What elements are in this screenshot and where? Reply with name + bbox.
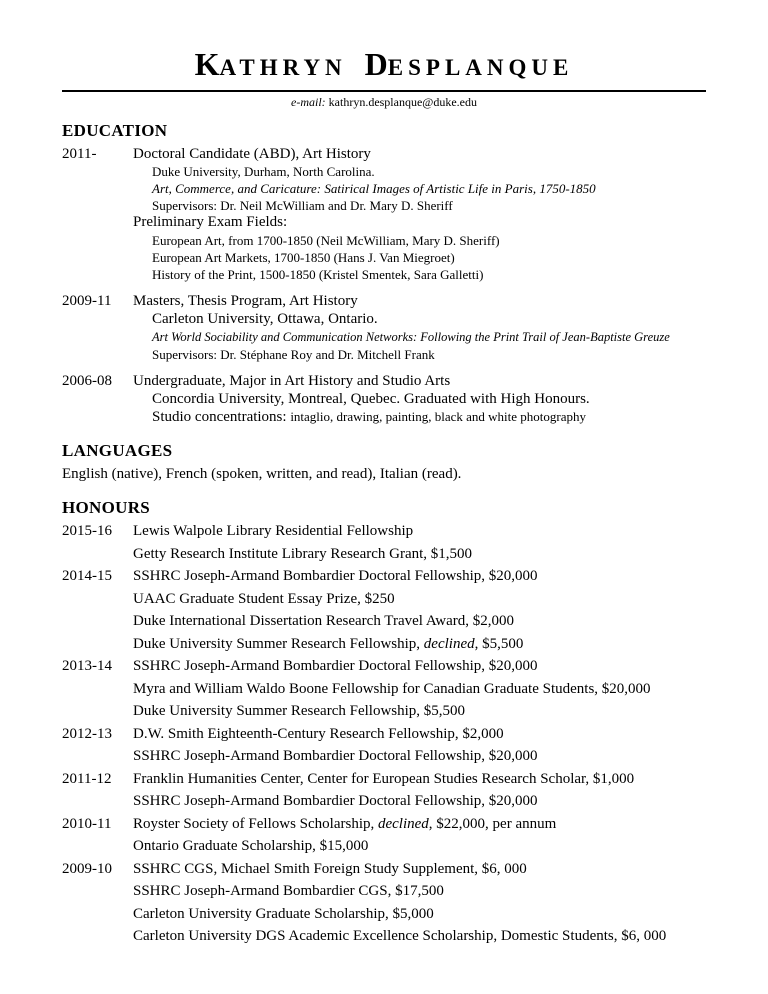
exam-field: European Art Markets, 1700-1850 (Hans J. Van Miegroet) xyxy=(152,250,455,265)
declined-note: declined xyxy=(377,816,429,832)
education-heading: EDUCATION xyxy=(62,121,168,140)
name-first-rest: ATHRYN xyxy=(219,55,347,80)
honour-item: SSHRC Joseph-Armand Bombardier CGS, $17,500 xyxy=(133,883,444,899)
honours-years: 2010-11 xyxy=(62,816,112,832)
honour-item: Getty Research Institute Library Research Grant, $1,500 xyxy=(133,546,473,562)
education-institution: Duke University, Durham, North Carolina. xyxy=(152,164,375,179)
header-divider xyxy=(62,90,706,92)
education-institution: Carleton University, Ottawa, Ontario. xyxy=(152,311,378,327)
education-supervisors: Supervisors: Dr. Neil McWilliam and Dr. Mary D. Sheriff xyxy=(152,198,453,213)
honours-years: 2009-10 xyxy=(62,861,112,877)
honour-item: Lewis Walpole Library Residential Fellowship xyxy=(133,523,414,539)
honours-years: 2012-13 xyxy=(62,726,112,742)
education-years: 2011- xyxy=(62,146,97,162)
honours-years: 2011-12 xyxy=(62,771,112,787)
education-degree: Doctoral Candidate (ABD), Art History xyxy=(133,146,371,162)
honours-heading: HONOURS xyxy=(62,498,151,517)
honours-years: 2013-14 xyxy=(62,658,112,674)
honour-item: SSHRC CGS, Michael Smith Foreign Study Supplement, $6, 000 xyxy=(133,861,527,877)
honour-item: SSHRC Joseph-Armand Bombardier Doctoral Fellowship, $20,000 xyxy=(133,793,538,809)
honour-item: Myra and William Waldo Boone Fellowship for Canadian Graduate Students, $20,000 xyxy=(133,681,651,697)
name-first-initial: K xyxy=(194,46,220,82)
honour-item: Royster Society of Fellows Scholarship, declined, $22,000, per annum xyxy=(133,816,557,832)
exam-field: European Art, from 1700-1850 (Neil McWilliam, Mary D. Sheriff) xyxy=(152,233,500,248)
education-concentrations xyxy=(152,409,586,426)
education-supervisors: Supervisors: Dr. Stéphane Roy and Dr. Mitchell Frank xyxy=(152,347,435,362)
exam-fields-label: Preliminary Exam Fields: xyxy=(133,214,288,230)
email-line xyxy=(0,95,768,110)
honour-item: D.W. Smith Eighteenth-Century Research Fellowship, $2,000 xyxy=(133,726,504,742)
honour-item: Ontario Graduate Scholarship, $15,000 xyxy=(133,838,369,854)
exam-field: History of the Print, 1500-1850 (Kristel Smentek, Sara Galletti) xyxy=(152,267,484,282)
education-thesis: Art, Commerce, and Caricature: Satirical Images of Artistic Life in Paris, 1750-1850 xyxy=(152,181,596,196)
education-thesis: Art World Sociability and Communication Networks: Following the Print Trail of Jean-Baptiste Greuze xyxy=(152,330,670,344)
honour-item: UAAC Graduate Student Essay Prize, $250 xyxy=(133,591,395,607)
honour-item: Franklin Humanities Center, Center for European Studies Research Scholar, $1,000 xyxy=(133,771,635,787)
education-degree: Masters, Thesis Program, Art History xyxy=(133,293,358,309)
honours-years: 2014-15 xyxy=(62,568,112,584)
education-institution: Concordia University, Montreal, Quebec. Graduated with High Honours. xyxy=(152,391,590,407)
declined-note: declined xyxy=(423,636,475,652)
education-years: 2009-11 xyxy=(62,293,112,309)
name-last-rest: ESPLANQUE xyxy=(387,55,574,80)
languages-text: English (native), French (spoken, written, and read), Italian (read). xyxy=(62,466,462,482)
education-degree: Undergraduate, Major in Art History and Studio Arts xyxy=(133,373,451,389)
cv-name xyxy=(0,46,768,83)
honour-item: Carleton University Graduate Scholarship, $5,000 xyxy=(133,906,434,922)
honour-item: Duke University Summer Research Fellowship, $5,500 xyxy=(133,703,466,719)
concentrations-list: intaglio, drawing, painting, black and white photography xyxy=(290,409,586,424)
languages-heading: LANGUAGES xyxy=(62,441,173,460)
honour-item: SSHRC Joseph-Armand Bombardier Doctoral Fellowship, $20,000 xyxy=(133,568,538,584)
education-years: 2006-08 xyxy=(62,373,112,389)
honour-item: Carleton University DGS Academic Excellence Scholarship, Domestic Students, $6, 000 xyxy=(133,928,667,944)
email-label: e-mail: xyxy=(291,95,326,109)
honours-years: 2015-16 xyxy=(62,523,112,539)
email-address[interactable]: kathryn.desplanque@duke.edu xyxy=(328,95,477,109)
name-last-initial: D xyxy=(364,46,388,82)
honour-item: Duke International Dissertation Research Travel Award, $2,000 xyxy=(133,613,515,629)
honour-item: SSHRC Joseph-Armand Bombardier Doctoral Fellowship, $20,000 xyxy=(133,748,538,764)
honour-item: Duke University Summer Research Fellowship, declined, $5,500 xyxy=(133,636,524,652)
concentrations-label: Studio concentrations: xyxy=(152,409,287,425)
honour-item: SSHRC Joseph-Armand Bombardier Doctoral Fellowship, $20,000 xyxy=(133,658,538,674)
